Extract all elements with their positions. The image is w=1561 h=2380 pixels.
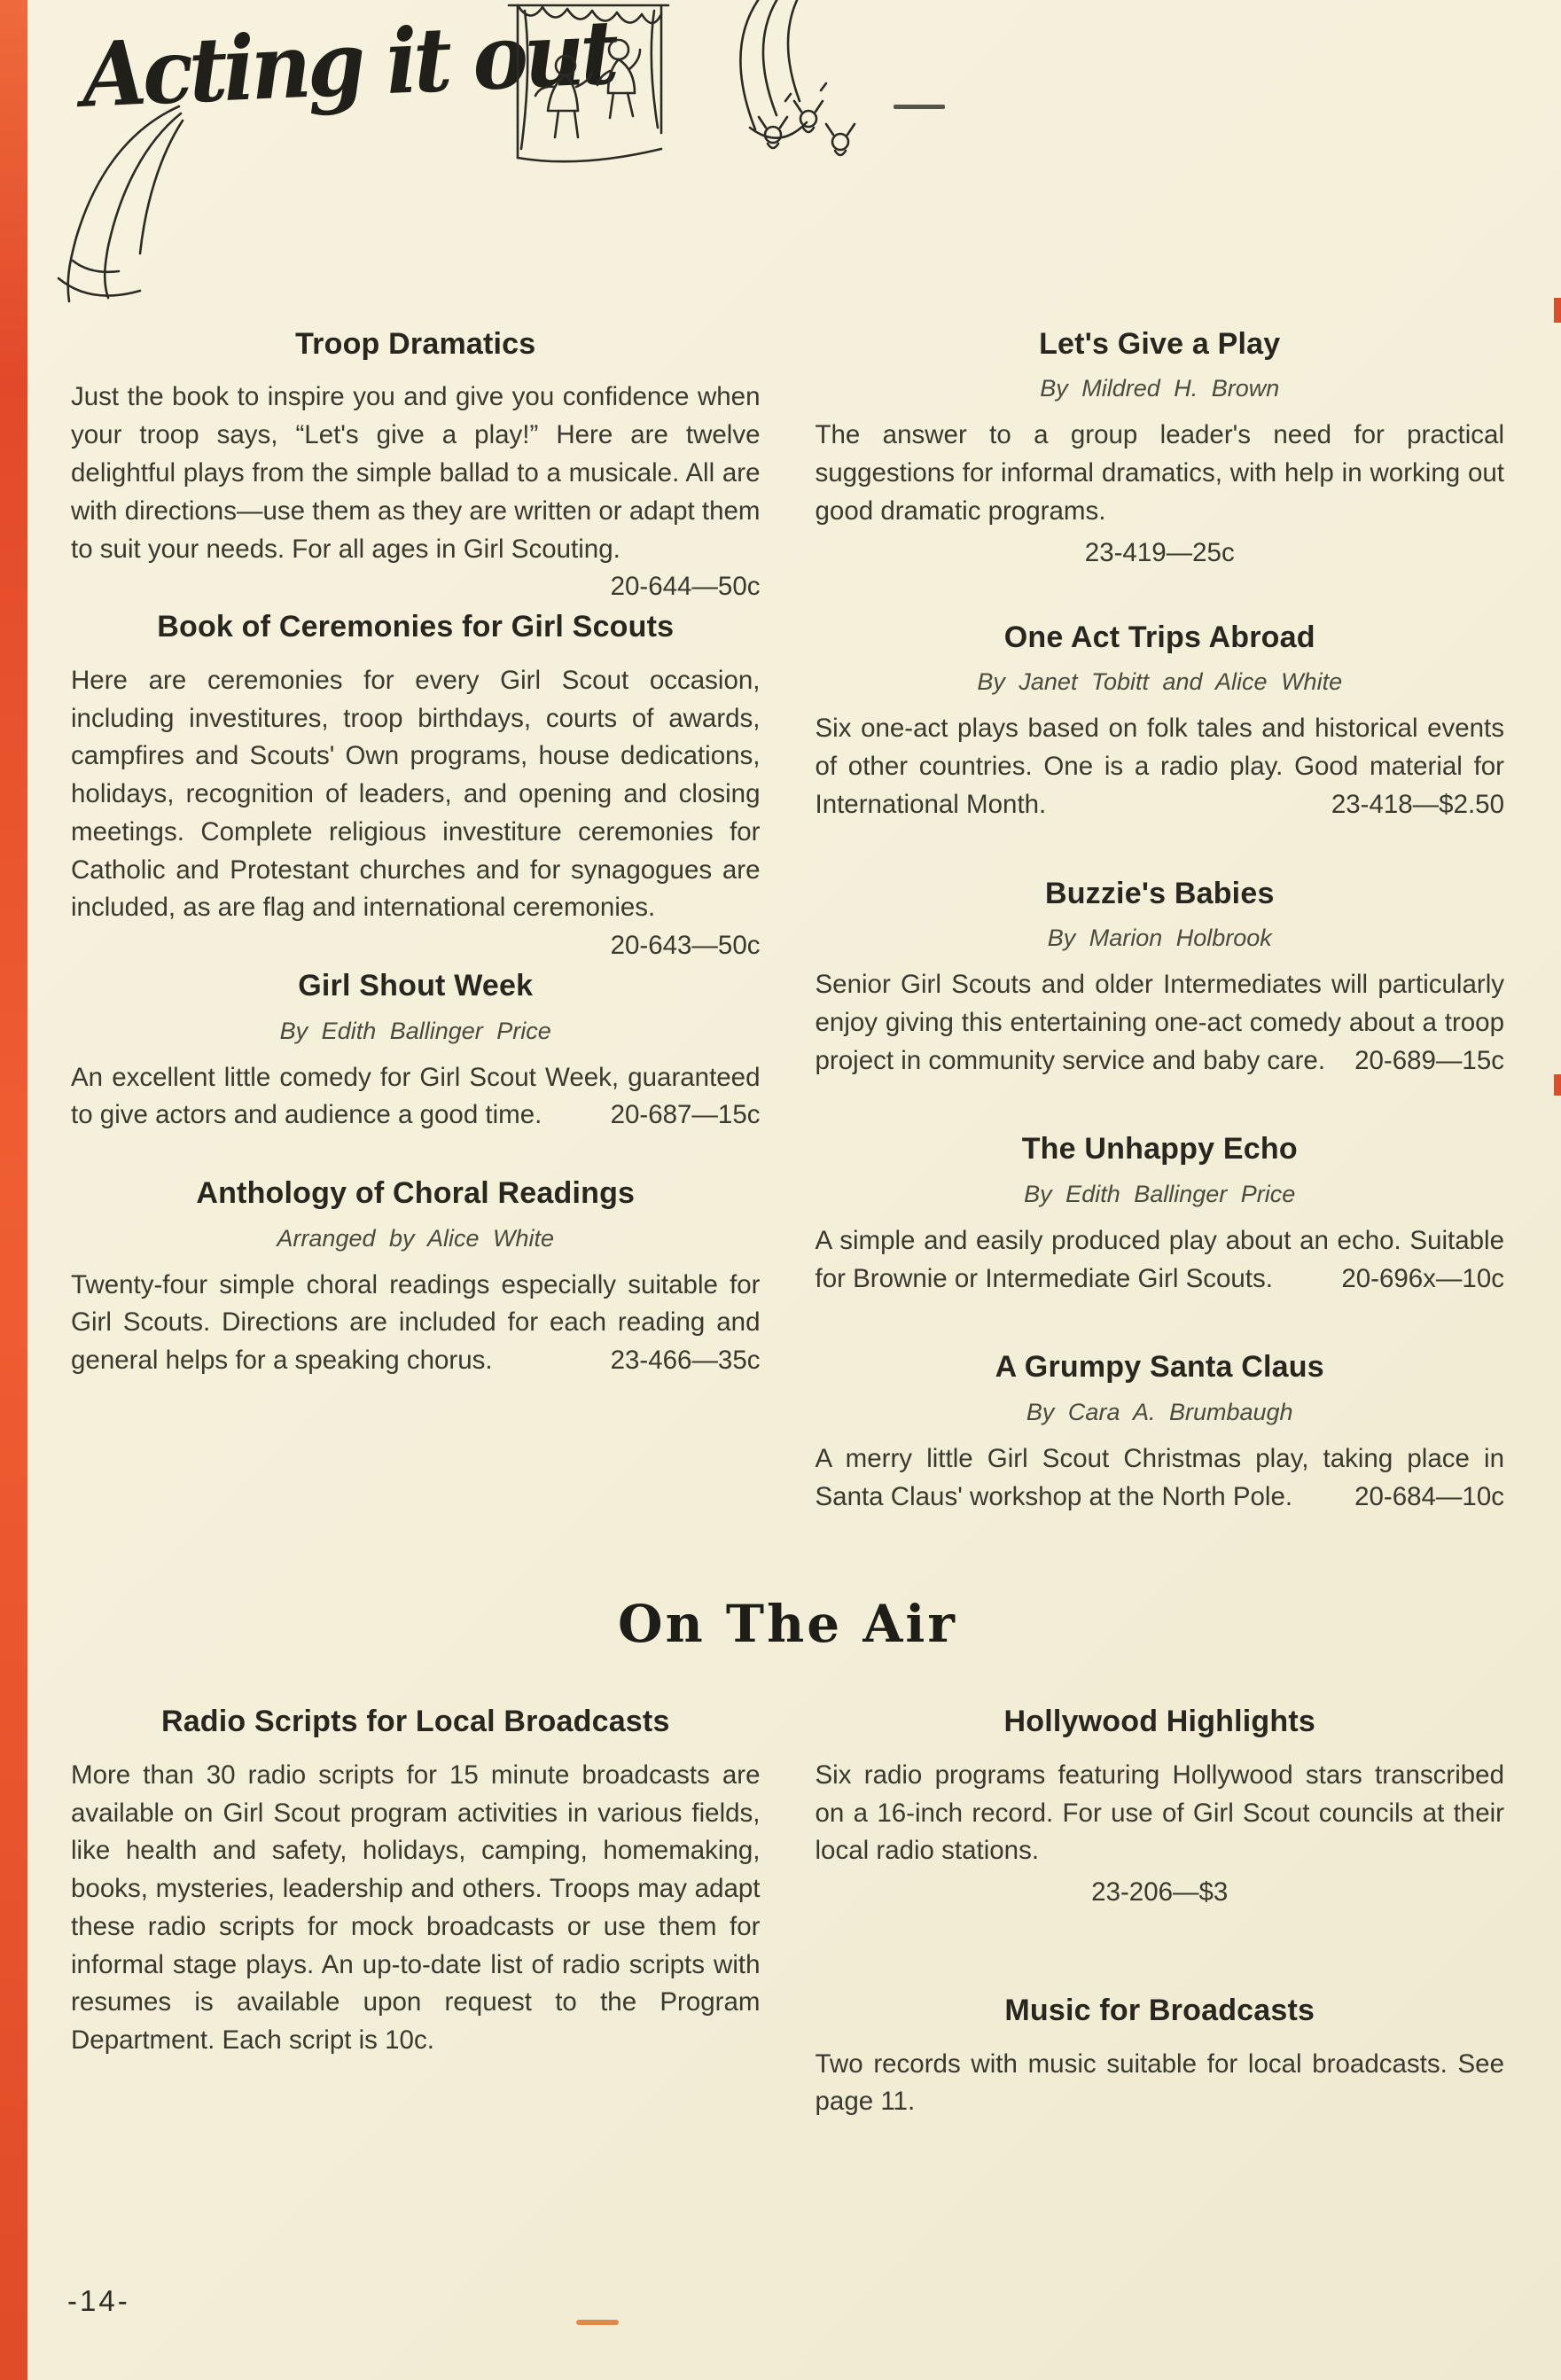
entry-byline: By Marion Holbrook bbox=[1047, 925, 1272, 951]
entry-lets-give-a-play bbox=[816, 326, 1505, 568]
entry-text: An excellent little comedy for Girl Scout Week, guaranteed to give actors and audience a good time. bbox=[71, 1062, 761, 1130]
entry-body bbox=[816, 710, 1505, 823]
entry-title: One Act Trips Abroad bbox=[1003, 620, 1315, 654]
entry-byline: By Janet Tobitt and Alice White bbox=[977, 668, 1343, 696]
plays-left-column bbox=[71, 326, 761, 1421]
entry-byline: By Edith Ballinger Price bbox=[1024, 1180, 1296, 1207]
catalog-code: 23-466—35c bbox=[610, 1346, 761, 1376]
entry-title: Troop Dramatics bbox=[295, 327, 536, 361]
catalog-code: 20-684—10c bbox=[1354, 1481, 1504, 1511]
stage-illustration bbox=[488, 0, 878, 188]
page-title: Acting it out bbox=[80, 0, 617, 128]
plays-section bbox=[71, 326, 1504, 1567]
catalog-code: 23-418—$2.50 bbox=[1331, 789, 1504, 819]
entry-a-grumpy-santa-claus bbox=[816, 1349, 1505, 1516]
entry-title: A Grumpy Santa Claus bbox=[995, 1350, 1324, 1385]
catalog-code: 20-696x—10c bbox=[1341, 1263, 1504, 1293]
entry-body bbox=[816, 966, 1505, 1080]
entry-title: Anthology of Choral Readings bbox=[196, 1176, 636, 1211]
catalog-code: 23-419—25c bbox=[1084, 537, 1235, 567]
entry-troop-dramatics bbox=[71, 326, 761, 602]
entry-body bbox=[71, 1267, 761, 1380]
entry-girl-shout-week bbox=[71, 968, 761, 1135]
entry-the-unhappy-echo bbox=[816, 1131, 1505, 1298]
bottom-dash-mark bbox=[576, 2320, 619, 2325]
entry-body: The answer to a group leader's need for practical suggestions for informal dramatics, with help in working out good dramatic programs. bbox=[815, 420, 1504, 526]
entry-title: Let's Give a Play bbox=[1039, 327, 1281, 361]
catalog-code: 20-687—15c bbox=[610, 1100, 761, 1130]
entry-body bbox=[71, 662, 761, 961]
on-the-air-section bbox=[71, 1704, 1504, 2162]
section-heading-on-the-air: On The Air bbox=[618, 1594, 957, 1655]
catalog-code: 20-644—50c bbox=[610, 572, 761, 602]
catalog-code: 20-689—15c bbox=[1354, 1045, 1504, 1075]
entry-title: Radio Scripts for Local Broadcasts bbox=[160, 1705, 670, 1739]
entry-byline: By Edith Ballinger Price bbox=[279, 1017, 551, 1044]
entry-book-of-ceremonies bbox=[71, 609, 761, 961]
page-number: -14- bbox=[67, 2284, 130, 2317]
plays-right-column bbox=[816, 326, 1505, 1567]
entry-text: Just the book to inspire you and give you confidence when your troop says, “Let's give a play!” Here are twelve delightful plays from the simple ballad to a musicale. All are with directions—use them as they are written or adapt them to suit your needs. For all ages in Girl Scouting. bbox=[71, 382, 761, 564]
entry-title: Hollywood Highlights bbox=[1003, 1705, 1316, 1739]
entry-body bbox=[816, 1440, 1505, 1517]
entry-byline: By Mildred H. Brown bbox=[1040, 375, 1280, 402]
entry-anthology-choral-readings bbox=[71, 1175, 761, 1380]
entry-buzzies-babies bbox=[816, 876, 1505, 1081]
entry-text: Here are ceremonies for every Girl Scout occasion, including investitures, troop birthdays, courts of awards, campfires and Scouts' Own programs, house dedications, holidays, recognition of leaders, and opening and closing meetings. Complete religious investiture ceremonies for Catholic and Protestant churches and for synagogues are included, as are flag and international ceremonies. bbox=[71, 665, 761, 923]
curtain-illustration bbox=[46, 105, 197, 313]
entry-title: Girl Shout Week bbox=[298, 969, 534, 1003]
entry-text: Senior Girl Scouts and older Intermediates will particularly enjoy giving this entertaining one-act comedy about a troop project in community service and baby care. bbox=[815, 970, 1504, 1075]
entry-text: Twenty-four simple choral readings especially suitable for Girl Scouts. Directions are included for each reading and general helps for a speaking chorus. bbox=[71, 1269, 761, 1376]
entry-body: Six radio programs featuring Hollywood stars transcribed on a 16-inch record. For use of Girl Scout councils at their local radio stations. bbox=[815, 1760, 1504, 1866]
entry-title: Buzzie's Babies bbox=[1044, 876, 1275, 910]
entry-one-act-trips-abroad bbox=[816, 620, 1505, 824]
entry-text: Six one-act plays based on folk tales and historical events of other countries. One is a radio play. Good material for International Month. bbox=[815, 714, 1504, 819]
entry-text: A simple and easily produced play about an echo. Suitable for Brownie or Intermediate Girl Scouts. bbox=[815, 1225, 1504, 1293]
dash-mark bbox=[894, 105, 945, 109]
entry-title: Book of Ceremonies for Girl Scouts bbox=[157, 610, 675, 644]
air-right-column bbox=[816, 1704, 1505, 2162]
catalog-code: 20-643—50c bbox=[610, 931, 761, 961]
entry-body bbox=[71, 1059, 761, 1135]
entry-body: Two records with music suitable for local broadcasts. See page 11. bbox=[815, 2048, 1504, 2117]
entry-body bbox=[816, 1222, 1505, 1299]
entry-title: Music for Broadcasts bbox=[1004, 1994, 1315, 2028]
entry-text: A merry little Girl Scout Christmas play, taking place in Santa Claus' workshop at the North Pole. bbox=[815, 1443, 1504, 1511]
entry-hollywood-highlights bbox=[816, 1704, 1505, 1908]
entry-music-for-broadcasts bbox=[816, 1993, 1505, 2121]
catalog-code: 23-206—$3 bbox=[1091, 1877, 1229, 1908]
entry-byline: By Cara A. Brumbaugh bbox=[1026, 1398, 1293, 1425]
air-left-column bbox=[71, 1704, 761, 2101]
entry-byline: Arranged by Alice White bbox=[277, 1224, 555, 1252]
entry-body: More than 30 radio scripts for 15 minute broadcasts are available on Girl Scout program activities in various fields, like health and safety, holidays, camping, homemaking, books, mysteries, leadership and others. Troops may adapt these radio scripts for mock broadcasts or use them for informal stage plays. An up-to-date list of radio scripts with resumes is available upon request to the Program Department. Each script is 10c. bbox=[71, 1760, 761, 2056]
masthead bbox=[71, 0, 1504, 326]
entry-title: The Unhappy Echo bbox=[1021, 1132, 1298, 1167]
entry-radio-scripts bbox=[71, 1704, 761, 2060]
entry-body bbox=[71, 378, 761, 602]
